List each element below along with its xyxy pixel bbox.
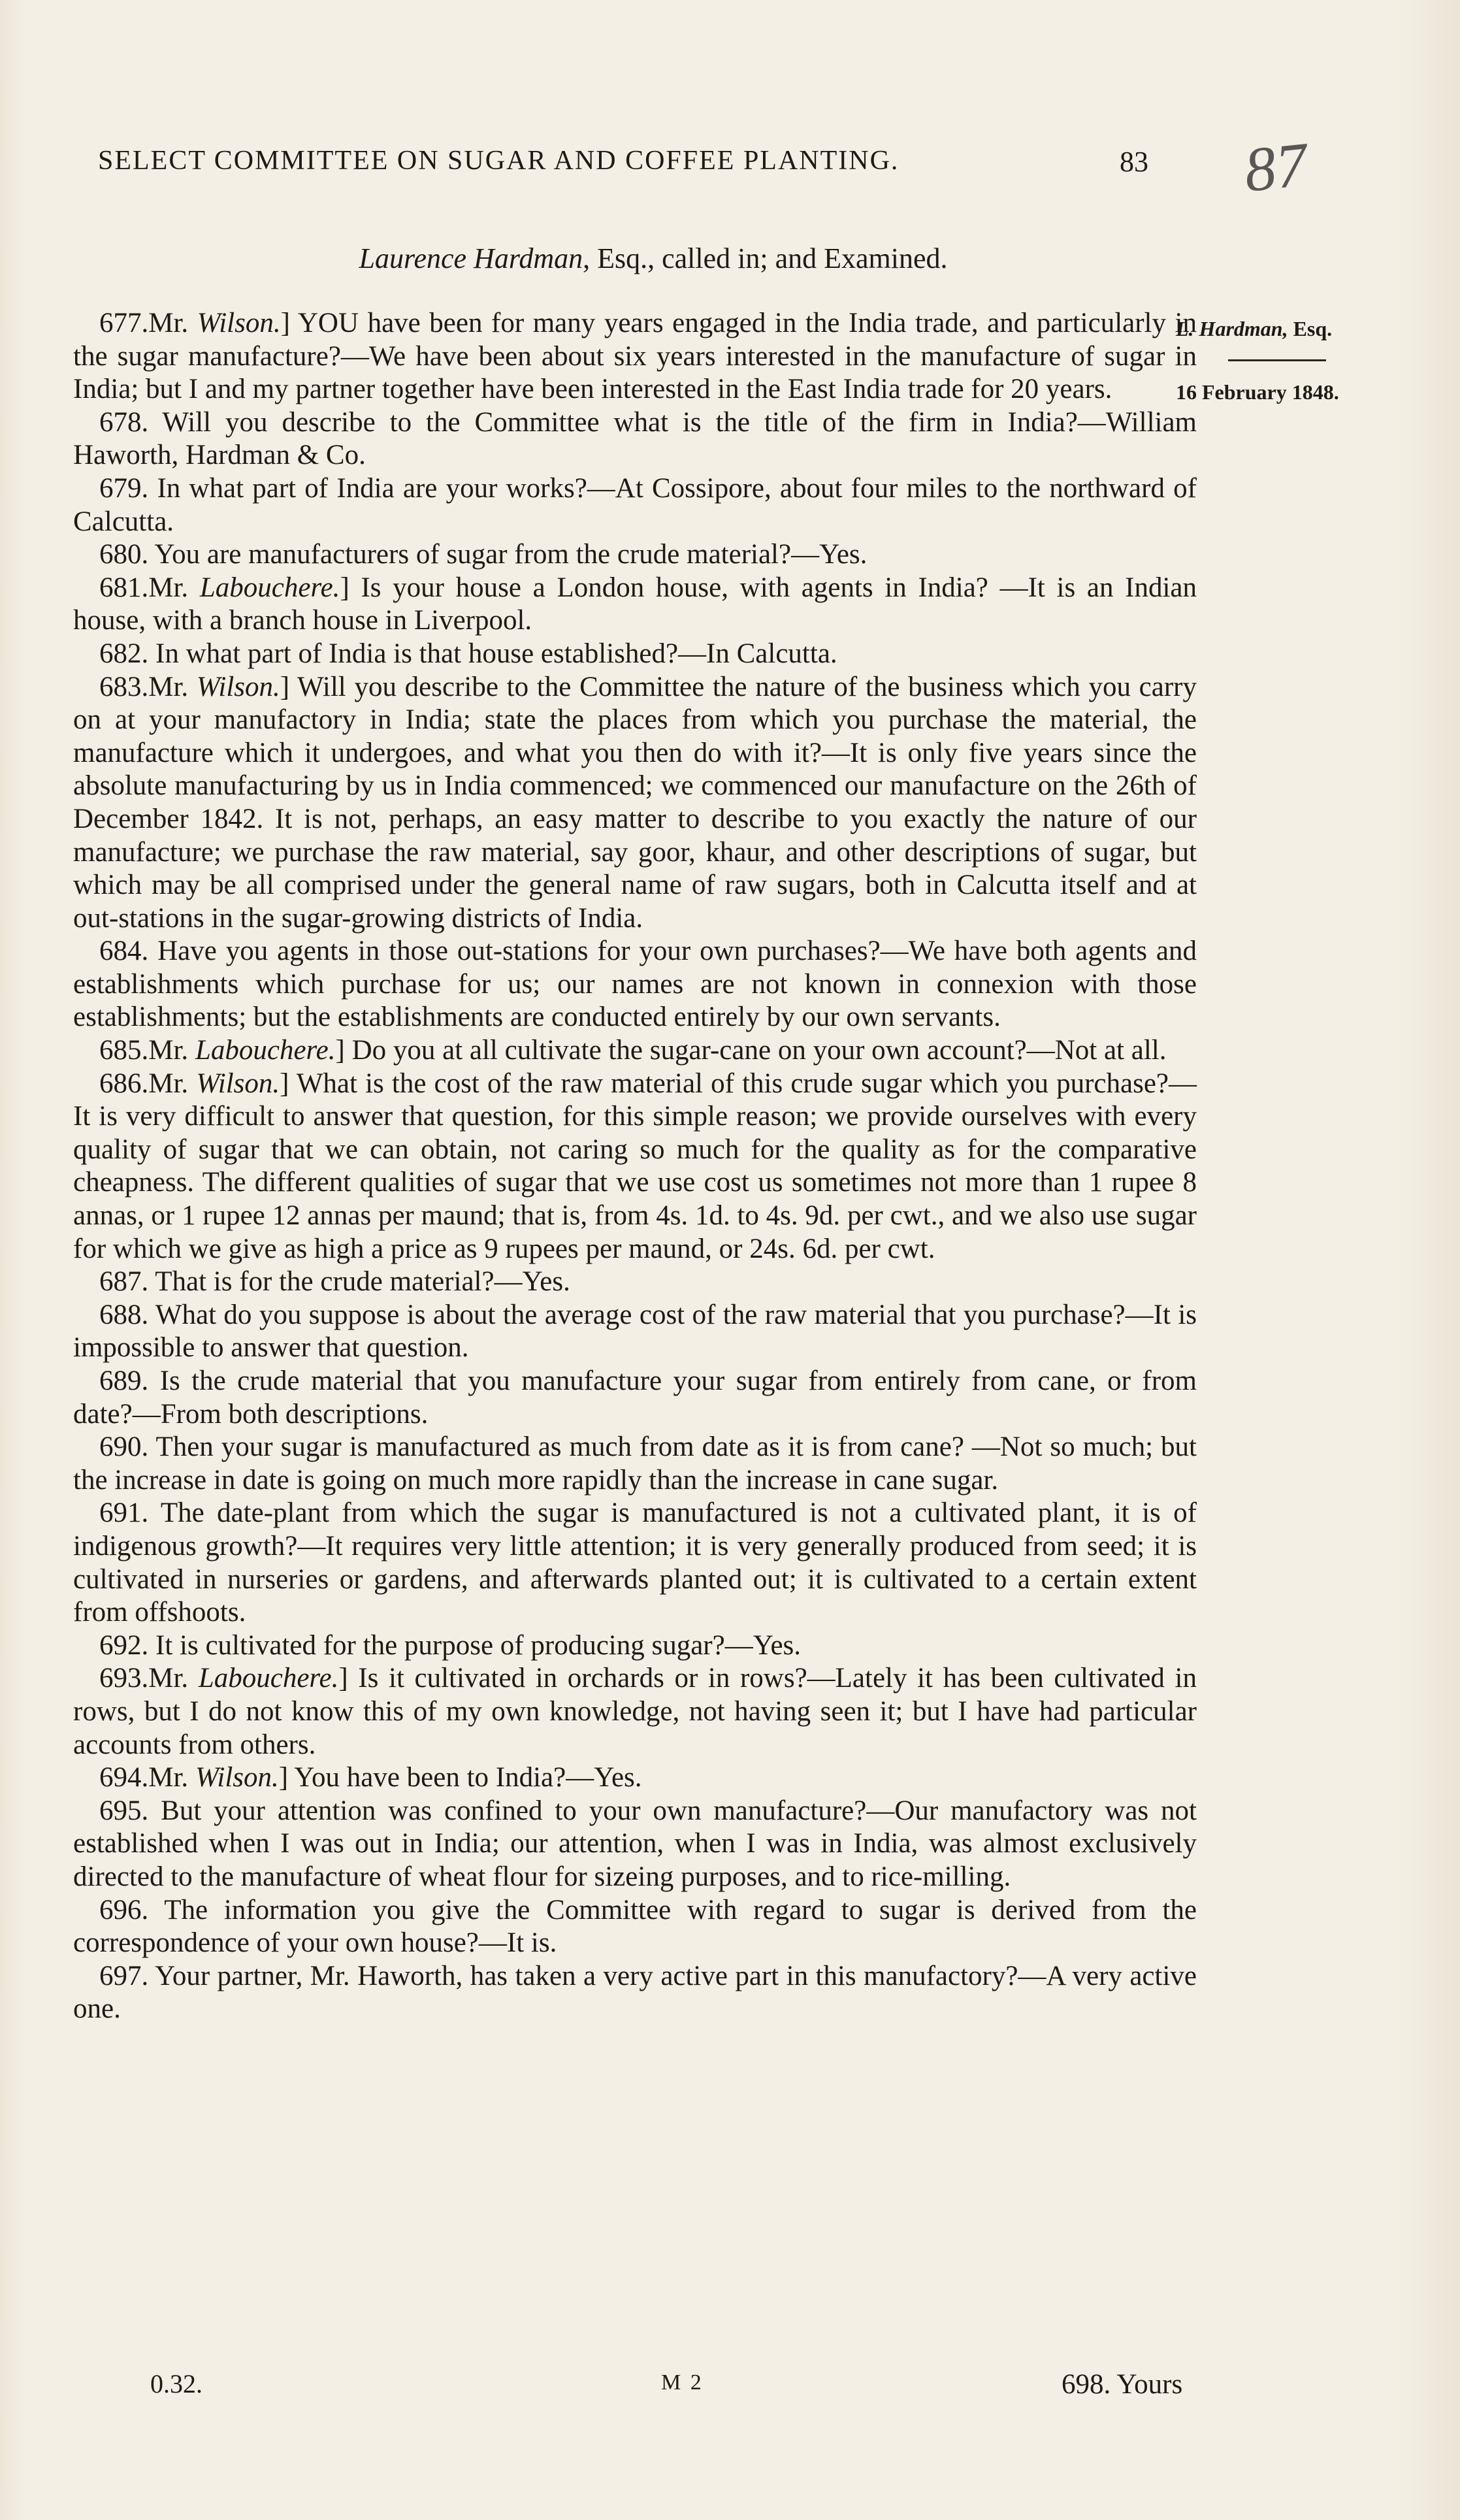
testimony-body (73, 307, 1197, 2026)
question-paragraph (73, 1068, 1197, 1266)
footer-sheet-mark: M 2 (661, 2370, 704, 2395)
question-text: What do you suppose is about the average cost of the raw material that you purchase?—It is impossible to answer that question. (73, 1299, 1197, 1364)
question-number: 682. (99, 638, 149, 669)
question-paragraph (73, 1299, 1197, 1365)
question-text: Have you agents in those out-stations for your own purchases?—We have both agents and establishments which purchase for us; our names are not known in connexion with those establishments; but the establishments are conducted entirely by our own servants. (73, 936, 1197, 1033)
question-text: That is for the crude material?—Yes. (148, 1266, 570, 1298)
question-text: ] Is it cultivated in orchards or in rows?—Lately it has been cultivated in rows, but I do not know this of my own knowledge, not having seen it; but I have had particular accounts from others. (73, 1663, 1197, 1760)
question-paragraph (73, 307, 1197, 406)
question-number: 683. (99, 671, 149, 702)
question-number: 684. (99, 936, 149, 967)
speaker-name: Labouchere. (195, 1035, 336, 1066)
question-number: 689. (99, 1366, 149, 1396)
question-number: 685. (99, 1035, 149, 1066)
speaker-prefix: Mr. (148, 1035, 195, 1066)
question-number: 688. (99, 1299, 149, 1330)
question-paragraph (73, 671, 1197, 936)
question-paragraph (73, 1795, 1197, 1894)
question-number: 692. (99, 1629, 149, 1661)
question-text: Then your sugar is manufactured as much from date as it is from cane? —Not so much; but the increase in date is going on much more rapidly than the increase in cane sugar. (73, 1432, 1197, 1496)
question-paragraph (73, 935, 1197, 1034)
speaker-prefix: Mr. (148, 572, 200, 603)
speaker-prefix: Mr. (148, 671, 197, 702)
footer-signature-mark: 0.32. (150, 2369, 203, 2398)
question-number: 686. (99, 1068, 149, 1099)
question-paragraph (73, 1034, 1197, 1068)
question-paragraph (73, 538, 1197, 572)
question-text: ] You have been to India?—Yes. (278, 1762, 642, 1793)
question-number: 691. (99, 1497, 149, 1529)
question-paragraph (73, 1894, 1197, 1960)
question-number: 696. (99, 1894, 149, 1925)
question-paragraph (73, 1761, 1197, 1795)
question-text: ] Will you describe to the Committee the nature of the business which you carry on at your manufactory in India; state the places from which you purchase the material, the manufacture which it undergoes, and what you then do with it?—It is only five years since the absolute manufacturing by us in India commenced; we commenced our manufacture on the 26th of December 1842. It is not, perhaps, an easy matter to describe to you exactly the nature of our manufacture; we purchase the raw material, say goor, khaur, and other descriptions of sugar, but which may be all comprised under the general name of raw sugars, both in Calcutta itself and at out-stations in the sugar-growing districts of India. (73, 671, 1197, 934)
question-number: 679. (99, 472, 149, 504)
question-number: 693. (99, 1663, 149, 1694)
question-number: 677. (99, 308, 149, 338)
witness-name: Laurence Hardman (359, 242, 583, 274)
question-number: 695. (99, 1795, 149, 1826)
page-number: 83 (1120, 146, 1148, 178)
question-paragraph (73, 572, 1197, 638)
margin-rule (1228, 359, 1326, 361)
question-paragraph (73, 472, 1197, 538)
question-text: But your attention was confined to your own manufacture?—Our manufactory was not established when I was out in India; our attention, when I was in India, was almost exclusively directed to the manufacture of wheat flour for sizeing purposes, and to rice-milling. (73, 1795, 1197, 1892)
question-paragraph (73, 1960, 1197, 2026)
witness-heading-rest: , Esq., called in; and Examined. (583, 242, 948, 274)
question-text: In what part of India is that house established?—In Calcutta. (148, 638, 837, 669)
question-paragraph (73, 1266, 1197, 1299)
question-text: The date-plant from which the sugar is manufactured is not a cultivated plant, it is of indigenous growth?—It requires very little attention; it is very generally produced from seed; it is cultivated in nurseries or gardens, and afterwards planted out; it is cultivated to a certain extent from offshoots. (73, 1497, 1197, 1628)
speaker-name: Wilson. (196, 671, 280, 702)
question-text: You are manufacturers of sugar from the crude material?—Yes. (148, 539, 868, 570)
question-text: It is cultivated for the purpose of producing sugar?—Yes. (148, 1629, 802, 1661)
question-paragraph (73, 638, 1197, 671)
question-number: 678. (99, 406, 149, 438)
speaker-prefix: Mr. (148, 1663, 199, 1694)
question-number: 690. (99, 1432, 149, 1463)
question-text: Your partner, Mr. Haworth, has taken a very active part in this manufactory?—A very active one. (73, 1960, 1197, 2025)
margin-date: 16 February 1848. (1176, 380, 1339, 404)
question-number: 694. (99, 1762, 149, 1793)
speaker-prefix: Mr. (148, 1762, 195, 1793)
speaker-name: Wilson. (197, 308, 281, 338)
question-text: ] Do you at all cultivate the sugar-cane on your own account?—Not at all. (335, 1035, 1167, 1066)
question-paragraph (73, 1365, 1197, 1431)
footer-catchword: 698. Yours (1062, 2369, 1183, 2400)
speaker-name: Wilson. (196, 1068, 280, 1099)
question-number: 697. (99, 1960, 149, 1991)
margin-witness-suffix: Esq. (1288, 317, 1333, 340)
question-number: 681. (99, 572, 149, 603)
speaker-name: Wilson. (195, 1762, 279, 1793)
witness-heading (0, 242, 1306, 275)
question-text: In what part of India are your works?—At Cossipore, about four miles to the northward of Calcutta. (73, 472, 1197, 537)
question-paragraph (73, 1629, 1197, 1663)
question-number: 687. (99, 1266, 149, 1298)
question-text: ] Is your house a London house, with agents in India? —It is an Indian house, with a branch house in Liverpool. (73, 572, 1197, 636)
question-text: Is the crude material that you manufacture your sugar from entirely from cane, or from date?—From both descriptions. (73, 1366, 1197, 1430)
speaker-prefix: Mr. (148, 1068, 197, 1099)
margin-note (1176, 312, 1398, 408)
question-text: The information you give the Committee with regard to sugar is derived from the correspondence of your own house?—It is. (73, 1894, 1197, 1959)
question-paragraph (73, 406, 1197, 472)
speaker-prefix: Mr. (148, 308, 197, 338)
question-paragraph (73, 1497, 1197, 1629)
question-text: Will you describe to the Committee what is the title of the firm in India?—William Haworth, Hardman & Co. (73, 406, 1197, 471)
question-number: 680. (99, 539, 149, 570)
question-text: ] What is the cost of the raw material of this crude sugar which you purchase?—It is very difficult to answer that question, for this simple reason; we provide ourselves with every quality of sugar that we can obtain, not caring so much for the quality as for the comparative cheapness. The different qualities of sugar that we use cost us sometimes not more than 1 rupee 8 annas, or 1 rupee 12 annas per maund; that is, from 4s. 1d. to 4s. 9d. per cwt., and we also use sugar for which we give as high a price as 9 rupees per maund, or 24s. 6d. per cwt. (73, 1068, 1197, 1264)
speaker-name: Labouchere. (198, 1663, 339, 1694)
question-paragraph (73, 1431, 1197, 1497)
running-header: SELECT COMMITTEE ON SUGAR AND COFFEE PLANTING. (98, 146, 900, 176)
question-text: ] YOU have been for many years engaged in the India trade, and particularly in the sugar manufacture?—We have been about six years interested in the manufacture of sugar in India; but I and my partner together have been interested in the East India trade for 20 years. (73, 308, 1197, 405)
speaker-name: Labouchere. (199, 572, 340, 603)
question-paragraph (73, 1662, 1197, 1761)
handwritten-folio-number: 87 (1241, 129, 1311, 205)
margin-witness-name: L. Hardman, (1176, 317, 1288, 340)
